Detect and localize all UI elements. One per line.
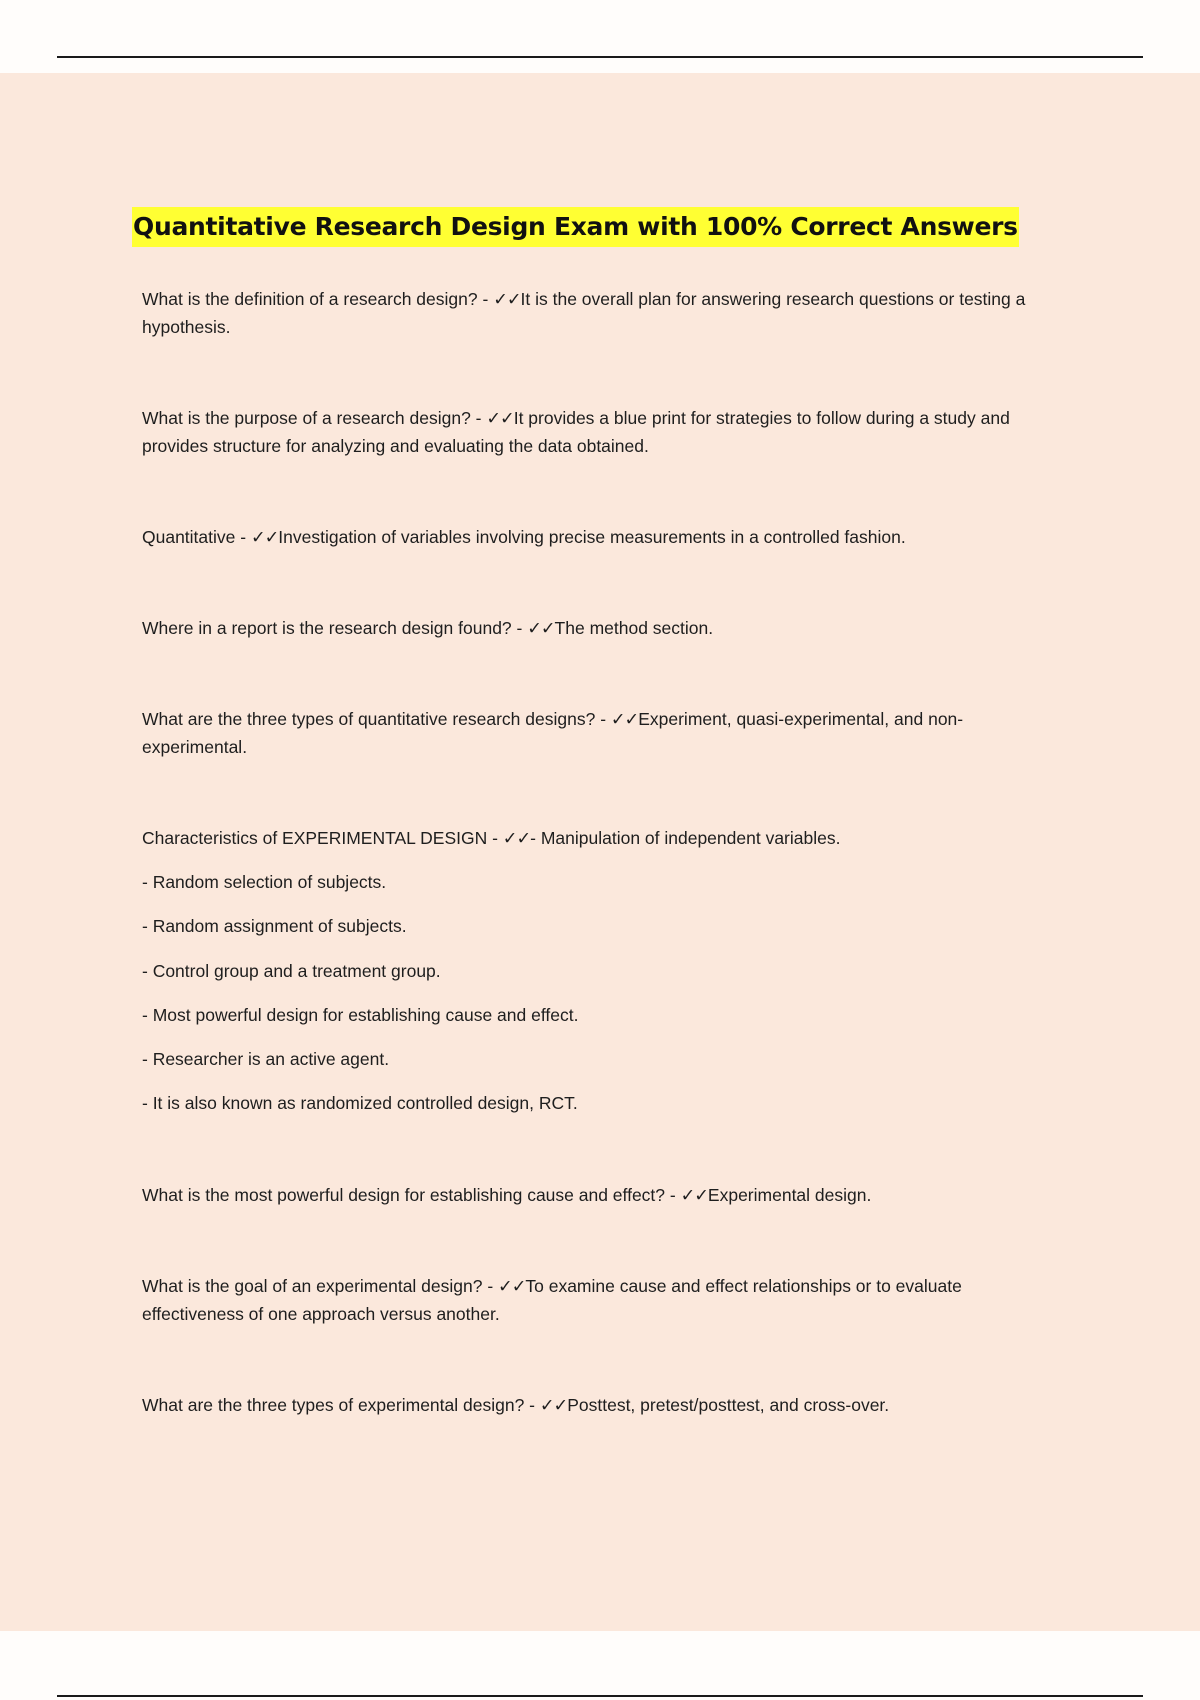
question-text: What is the goal of an experimental design? xyxy=(142,1276,483,1296)
separator: - xyxy=(665,1185,681,1205)
question-text: What are the three types of quantitative research designs? xyxy=(142,709,596,729)
qa-item xyxy=(142,285,1052,341)
qa-item xyxy=(142,1181,1052,1209)
check-mark-icon: ✓✓ xyxy=(539,1395,568,1415)
qa-item xyxy=(142,1272,1052,1328)
check-mark-icon: ✓✓ xyxy=(680,1185,708,1205)
question-text: What is the definition of a research design? xyxy=(142,289,478,309)
document-page xyxy=(0,73,1200,1631)
question-text: What is the purpose of a research design? xyxy=(142,408,471,428)
check-mark-icon: ✓✓ xyxy=(486,408,514,428)
question-text: Quantitative xyxy=(142,527,236,547)
answer-text: Experimental design. xyxy=(707,1185,872,1205)
check-mark-icon: ✓✓ xyxy=(527,618,555,638)
check-mark-icon: ✓✓ xyxy=(502,828,531,848)
qa-item xyxy=(142,824,1052,852)
check-mark-icon: ✓✓ xyxy=(498,1276,526,1296)
qa-item xyxy=(142,404,1052,460)
answer-text: To examine cause and effect relationships or to evaluate effectiveness of one approach versus another. xyxy=(142,1276,962,1324)
separator: - xyxy=(524,1395,540,1415)
separator: - xyxy=(470,408,487,428)
question-text: Where in a report is the research design found? xyxy=(142,618,512,638)
list-item: - Random assignment of subjects. xyxy=(142,916,407,936)
list-item: - Random selection of subjects. xyxy=(142,872,387,892)
check-mark-icon: ✓✓ xyxy=(493,289,521,309)
document-title: Quantitative Research Design Exam with 100% Correct Answers xyxy=(132,207,1019,247)
question-text: What are the three types of experimental design? xyxy=(142,1395,525,1415)
separator: - xyxy=(511,618,528,638)
answer-text: Posttest, pretest/posttest, and cross-over. xyxy=(567,1395,890,1415)
list-item: - Control group and a treatment group. xyxy=(142,961,441,981)
answer-text: It is the overall plan for answering research questions or testing a hypothesis. xyxy=(142,289,1026,337)
check-mark-icon: ✓✓ xyxy=(610,709,639,729)
check-mark-icon: ✓✓ xyxy=(250,527,279,547)
qa-item xyxy=(142,1391,1052,1419)
separator: - xyxy=(235,527,251,547)
question-text: What is the most powerful design for establishing cause and effect? xyxy=(142,1185,666,1205)
qa-item xyxy=(142,614,1052,642)
separator: - xyxy=(477,289,494,309)
qa-item xyxy=(142,705,1052,761)
answer-text: - Manipulation of independent variables. xyxy=(530,828,841,848)
footer-rule xyxy=(57,1695,1143,1697)
question-text: Characteristics of EXPERIMENTAL DESIGN xyxy=(142,828,488,848)
separator: - xyxy=(487,828,503,848)
answer-text: Experiment, quasi-experimental, and non-experimental. xyxy=(142,709,964,757)
list-item: - Most powerful design for establishing cause and effect. xyxy=(142,1005,579,1025)
answer-text: Investigation of variables involving precise measurements in a controlled fashion. xyxy=(278,527,906,547)
list-item: - It is also known as randomized controlled design, RCT. xyxy=(142,1093,578,1113)
separator: - xyxy=(482,1276,499,1296)
list-item: - Researcher is an active agent. xyxy=(142,1049,390,1069)
header-rule xyxy=(57,56,1143,58)
qa-item xyxy=(142,523,1052,551)
separator: - xyxy=(595,709,611,729)
answer-text: It provides a blue print for strategies to follow during a study and provides structure for analyzing and evaluating the data obtained. xyxy=(142,408,1010,456)
answer-text: The method section. xyxy=(554,618,714,638)
